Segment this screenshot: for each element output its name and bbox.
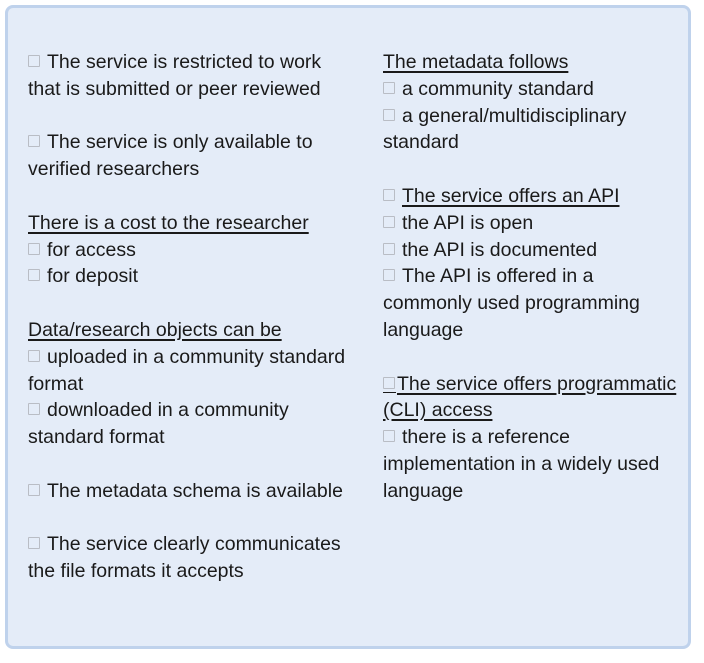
checklist-item-label: the API is open (402, 211, 534, 234)
checkbox-icon[interactable] (383, 243, 395, 255)
checklist-heading: The service offers programmatic (CLI) access (383, 372, 677, 422)
checklist-block (383, 371, 680, 505)
checkbox-icon[interactable] (383, 109, 395, 121)
checklist-heading-row (383, 371, 680, 425)
checklist-item (383, 210, 680, 237)
checklist-block (28, 317, 348, 451)
checklist-item-label: uploaded in a community standard format (28, 345, 346, 395)
checkbox-icon[interactable] (28, 135, 40, 147)
checklist-heading-row (28, 210, 348, 237)
checklist-heading: The service offers an API (402, 184, 620, 207)
checklist-item (28, 237, 348, 264)
checklist-panel (5, 5, 691, 649)
checklist-item-label: The service clearly communicates the file formats it accepts (28, 533, 341, 583)
checklist-item-label: The service is restricted to work that is submitted or peer reviewed (28, 51, 322, 100)
checklist-heading-row (383, 49, 680, 76)
checklist-block (383, 49, 680, 156)
checkbox-icon[interactable] (383, 216, 395, 228)
checkbox-icon[interactable] (28, 484, 40, 496)
checklist-item-label: there is a reference implementation in a widely used language (383, 426, 660, 502)
checklist-heading: There is a cost to the researcher (28, 211, 309, 234)
checklist-block (28, 210, 348, 290)
checklist-item-label: for deposit (47, 265, 139, 288)
checklist-item-label: a general/multidisciplinary standard (383, 104, 627, 154)
checklist-item (383, 263, 680, 343)
checklist-item (383, 424, 680, 504)
checklist-block (383, 183, 680, 344)
checkbox-icon[interactable] (28, 537, 40, 549)
checkbox-icon[interactable] (383, 269, 395, 281)
checkbox-icon[interactable] (383, 377, 395, 389)
checkbox-icon[interactable] (28, 269, 40, 281)
checkbox-icon[interactable] (28, 403, 40, 415)
checkbox-icon[interactable] (28, 350, 40, 362)
checklist-item (28, 478, 348, 505)
checklist-item-label: The metadata schema is available (47, 479, 343, 502)
checklist-block (28, 478, 348, 505)
checklist-item (28, 49, 348, 103)
checkbox-icon[interactable] (28, 243, 40, 255)
checklist-block (28, 531, 348, 585)
checkbox-icon[interactable] (28, 55, 40, 67)
checklist-item (28, 129, 348, 183)
checklist-item (383, 237, 680, 264)
checklist-item-label: The service is only available to verified researchers (28, 131, 313, 181)
checklist-block (28, 49, 348, 103)
checklist-right-column (383, 49, 680, 505)
checkbox-icon[interactable] (383, 430, 395, 442)
checklist-heading-row (28, 317, 348, 344)
checklist-item (28, 531, 348, 585)
checklist-heading-row (383, 183, 680, 210)
checklist-item (28, 397, 348, 451)
checklist-item (28, 263, 348, 290)
checklist-item (383, 103, 680, 157)
checklist-item-label: The API is offered in a commonly used programming language (383, 265, 640, 341)
checklist-item-label: the API is documented (402, 238, 598, 261)
checklist-block (28, 129, 348, 183)
checkbox-icon[interactable] (383, 82, 395, 94)
checklist-item-label: a community standard (402, 77, 594, 100)
checkbox-icon[interactable] (383, 189, 395, 201)
checklist-heading: The metadata follows (383, 51, 569, 73)
checklist-heading: Data/research objects can be (28, 318, 282, 341)
checklist-item (383, 76, 680, 103)
checklist-item-label: downloaded in a community standard format (28, 399, 289, 449)
checklist-item-label: for access (47, 238, 136, 261)
checklist-item (28, 344, 348, 398)
checklist-left-column (28, 49, 348, 585)
